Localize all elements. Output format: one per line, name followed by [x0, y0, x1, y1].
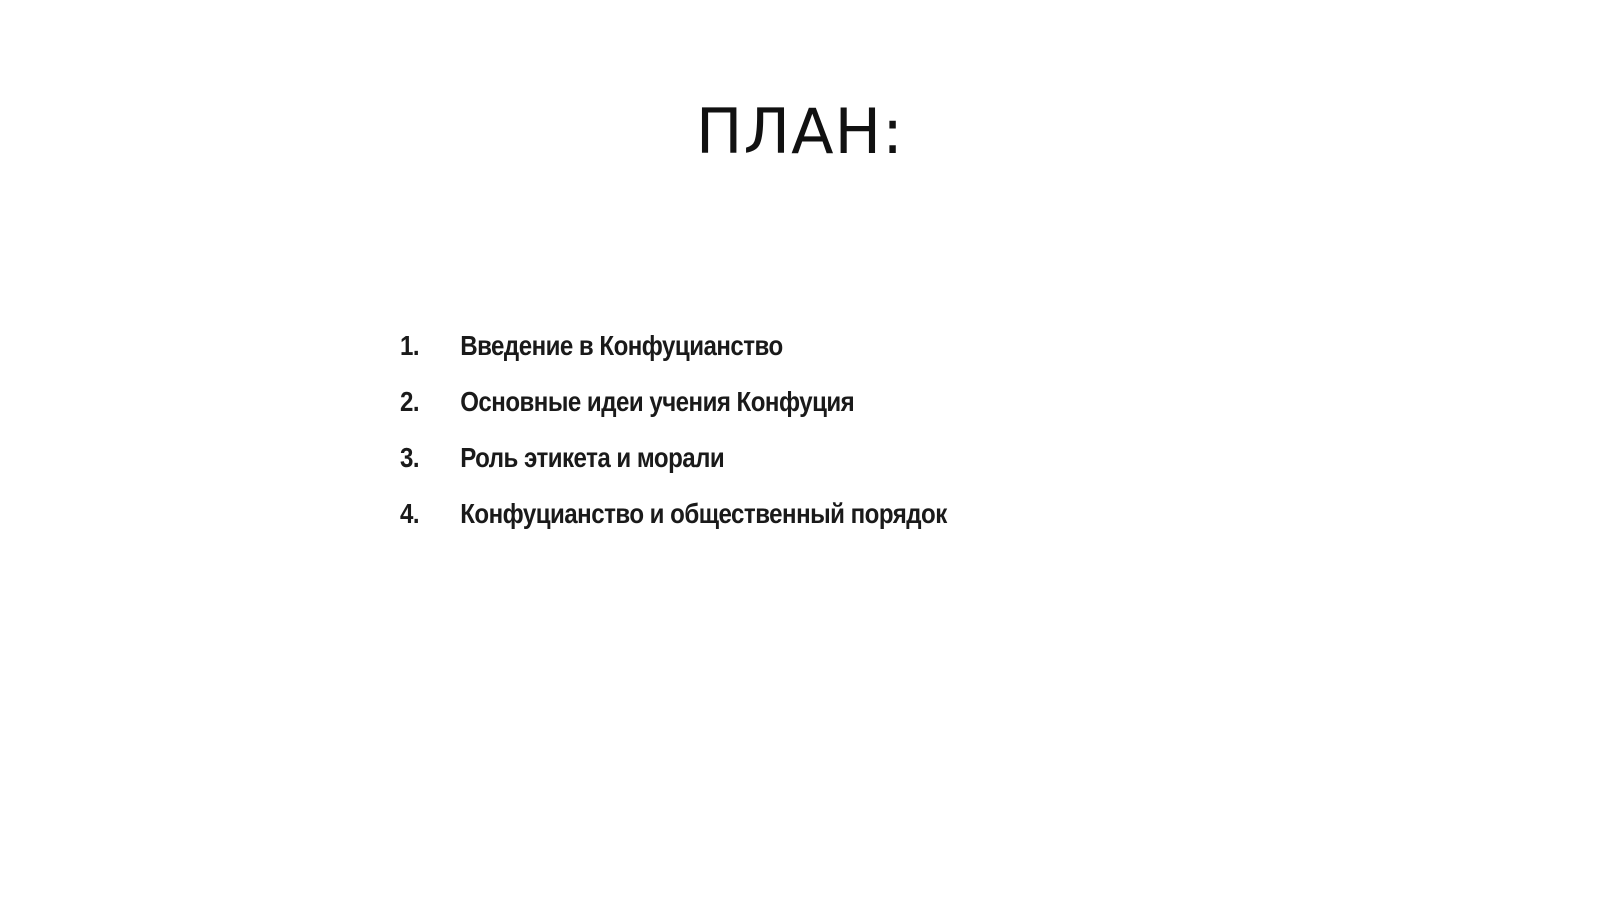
item-text: Конфуцианство и общественный порядок	[460, 498, 947, 529]
plan-list	[400, 318, 1200, 542]
item-number: 2.	[400, 386, 420, 417]
plan-item-4	[400, 486, 1088, 542]
slide-title: ПЛАН:	[695, 95, 905, 168]
item-text: Введение в Конфуцианство	[460, 330, 783, 361]
item-number: 1.	[400, 330, 420, 361]
item-text: Основные идеи учения Конфуция	[460, 386, 855, 417]
plan-item-1	[400, 318, 1088, 374]
plan-item-3	[400, 430, 1088, 486]
item-number: 3.	[400, 442, 420, 473]
plan-item-2	[400, 374, 1088, 430]
item-number: 4.	[400, 498, 420, 529]
item-text: Роль этикета и морали	[460, 442, 725, 473]
